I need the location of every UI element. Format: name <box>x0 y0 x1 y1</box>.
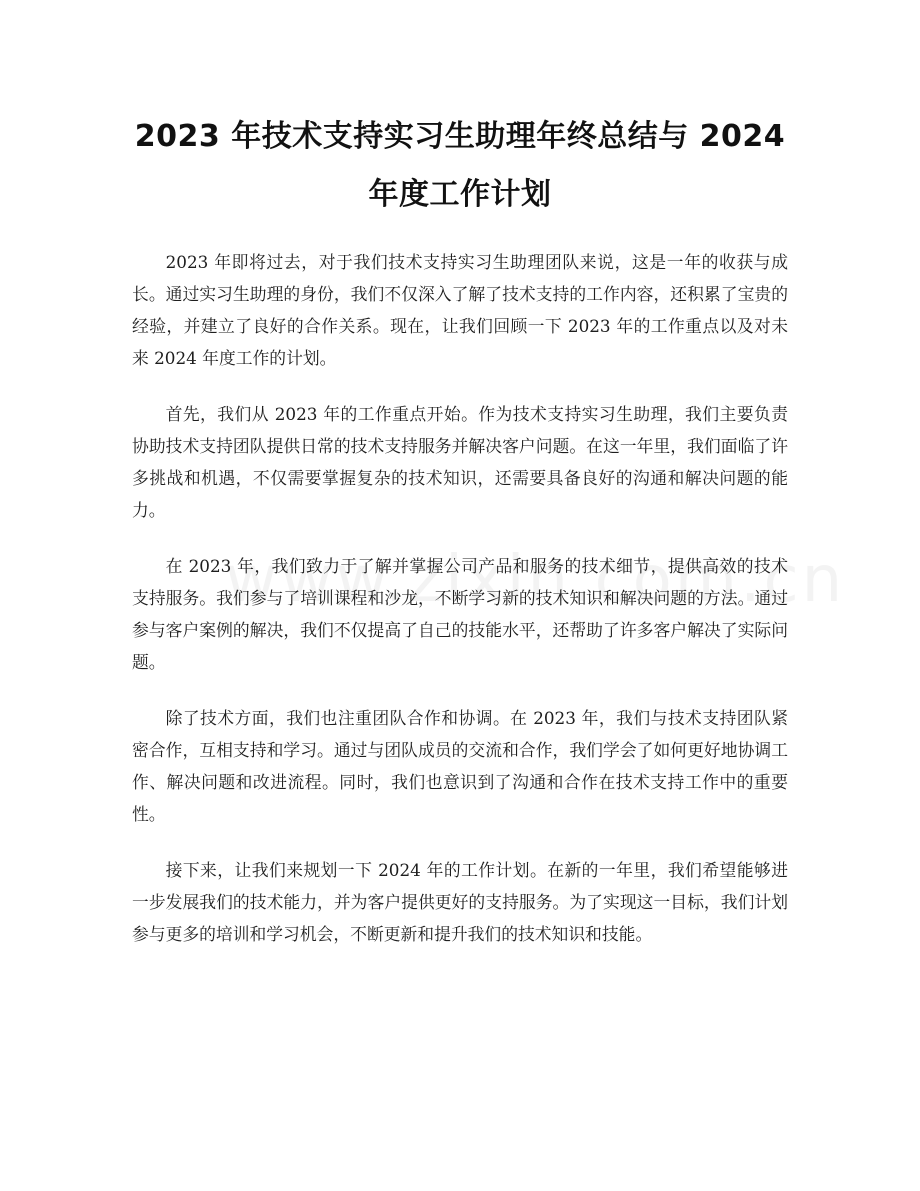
document-title <box>130 108 790 224</box>
paragraph-2: 首先，我们从 2023 年的工作重点开始。作为技术支持实习生助理，我们主要负责协助技术支持团队提供日常的技术支持服务并解决客户问题。在这一年里，我们面临了许多挑战和机遇，不仅需要掌握复杂的技术知识，还需要具备良好的沟通和解决问题的能力。 <box>132 404 788 520</box>
paragraph-1: 2023 年即将过去，对于我们技术支持实习生助理团队来说，这是一年的收获与成长。通过实习生助理的身份，我们不仅深入了解了技术支持的工作内容，还积累了宝贵的经验，并建立了良好的合作关系。现在，让我们回顾一下 2023 年的工作重点以及对未来 2024 年度工作的计划。 <box>132 252 788 368</box>
title-line-1: 2023 年技术支持实习生助理年终总结与 2024 <box>134 119 786 154</box>
paragraph-3: 在 2023 年，我们致力于了解并掌握公司产品和服务的技术细节，提供高效的技术支持服务。我们参与了培训课程和沙龙，不断学习新的技术知识和解决问题的方法。通过参与客户案例的解决，我们不仅提高了自己的技能水平，还帮助了许多客户解决了实际问题。 <box>132 556 788 672</box>
document-body <box>132 246 788 950</box>
paragraph-4: 除了技术方面，我们也注重团队合作和协调。在 2023 年，我们与技术支持团队紧密合作，互相支持和学习。通过与团队成员的交流和合作，我们学会了如何更好地协调工作、解决问题和改进流程。同时，我们也意识到了沟通和合作在技术支持工作中的重要性。 <box>132 708 788 824</box>
paragraph-5: 接下来，让我们来规划一下 2024 年的工作计划。在新的一年里，我们希望能够进一步发展我们的技术能力，并为客户提供更好的支持服务。为了实现这一目标，我们计划参与更多的培训和学习机会，不断更新和提升我们的技术知识和技能。 <box>132 860 788 944</box>
title-line-2: 年度工作计划 <box>368 177 552 212</box>
